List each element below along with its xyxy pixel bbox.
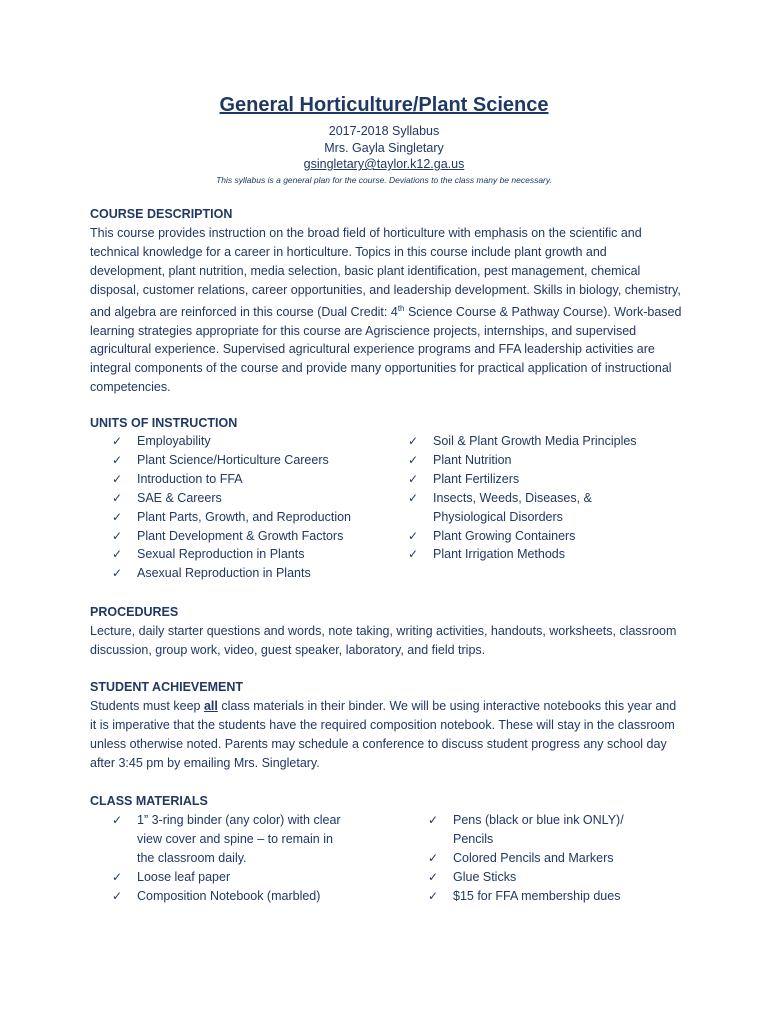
list-item: ✓ Plant Parts, Growth, and Reproduction [112,508,392,527]
check-icon: ✓ [408,452,419,467]
procedures-text: Lecture, daily starter questions and words, note taking, writing activities, handouts, worksheets, classroom discussion, group work, video, guest speaker, laboratory, and field trips. [90,624,677,657]
list-item: ✓ $15 for FFA membership dues [428,887,658,906]
units-list-left [112,432,392,583]
achievement-heading: STUDENT ACHIEVEMENT [90,680,244,694]
check-icon: ✓ [408,434,419,448]
list-item: ✓ Asexual Reproduction in Plants [112,564,392,583]
list-item: ✓ Plant Irrigation Methods [408,545,698,564]
teacher-email-link[interactable]: gsingletary@taylor.k12.ga.us [303,157,465,171]
syllabus-year: 2017-2018 Syllabus [328,124,440,138]
list-item: ✓ Sexual Reproduction in Plants [112,545,392,564]
check-icon: ✓ [428,850,439,865]
page-title: General Horticulture/Plant Science [219,94,549,116]
units-list-right [408,432,698,564]
list-item: ✓ Soil & Plant Growth Media Principles [408,432,698,451]
list-item: ✓ Pens (black or blue ink ONLY)/ Pencils [428,813,624,846]
list-item: ✓ Plant Fertilizers [408,470,698,489]
list-item: ✓ 1” 3-ring binder (any color) with clear view cover and spine – to remain in the classroom daily. [112,813,341,865]
materials-list-left [112,811,352,906]
check-icon: ✓ [428,888,439,903]
check-icon: ✓ [112,471,123,486]
list-item: ✓ Loose leaf paper [112,868,352,887]
check-icon: ✓ [112,490,123,505]
list-item: ✓ Plant Science/Horticulture Careers [112,451,392,470]
check-icon: ✓ [408,528,419,543]
list-item: ✓ Composition Notebook (marbled) [112,887,352,906]
check-icon: ✓ [428,869,439,884]
course-description-heading: COURSE DESCRIPTION [90,207,233,221]
check-icon: ✓ [112,434,123,448]
check-icon: ✓ [408,547,419,562]
list-item: ✓ Introduction to FFA [112,470,392,489]
check-icon: ✓ [112,813,123,827]
check-icon: ✓ [112,888,123,903]
check-icon: ✓ [112,528,123,543]
materials-list-right [428,811,658,906]
teacher-name: Mrs. Gayla Singletary [324,141,444,155]
list-item: ✓ Plant Development & Growth Factors [112,527,392,546]
achievement-text: Students must keep all class materials in their binder. We will be using interactive notebooks this year and it is imperative that the students have the required composition notebook. These will stay in the classroom unless otherwise noted. Parents may schedule a conference to discuss student progress any school day after 3:45 pm by emailing Mrs. Singletary. [90,699,677,770]
check-icon: ✓ [408,471,419,486]
list-item: ✓ Colored Pencils and Markers [428,849,658,868]
course-description-text: This course provides instruction on the broad field of horticulture with emphasis on the scientific and technical knowledge for a career in horticulture. Topics in this course include plant growth and development, plant nutrition, media selection, basic plant identification, pest management, chemical disposal, customer relations, career opportunities, and leadership development. Skills in biology, chemistry, and algebra are reinforced in this course (Dual Credit: 4th Science Course & Pathway Course). Work-based learning strategies appropriate for this course are Agriscience projects, internships, and supervised agricultural experience. Supervised agricultural experience programs and FFA leadership activities are integral components of the course and provide many opportunities for practical application of instructional competencies. [90,226,682,395]
check-icon: ✓ [112,452,123,467]
check-icon: ✓ [112,869,123,884]
units-heading: UNITS OF INSTRUCTION [90,416,238,430]
list-item: ✓ Glue Sticks [428,868,658,887]
check-icon: ✓ [112,547,123,562]
check-icon: ✓ [408,490,419,505]
emphasis-all: all [203,699,218,713]
syllabus-note: This syllabus is a general plan for the course. Deviations to the class many be necessary. [216,175,552,185]
check-icon: ✓ [428,813,439,827]
procedures-heading: PROCEDURES [90,605,179,619]
check-icon: ✓ [112,509,123,524]
list-item: ✓ Plant Nutrition [408,451,698,470]
list-item: ✓ Insects, Weeds, Diseases, & Physiological Disorders [408,490,592,524]
list-item: ✓ Plant Growing Containers [408,527,698,546]
list-item: ✓ Employability [112,432,392,451]
check-icon: ✓ [112,566,123,581]
materials-heading: CLASS MATERIALS [90,794,208,808]
list-item: ✓ SAE & Careers [112,489,392,508]
